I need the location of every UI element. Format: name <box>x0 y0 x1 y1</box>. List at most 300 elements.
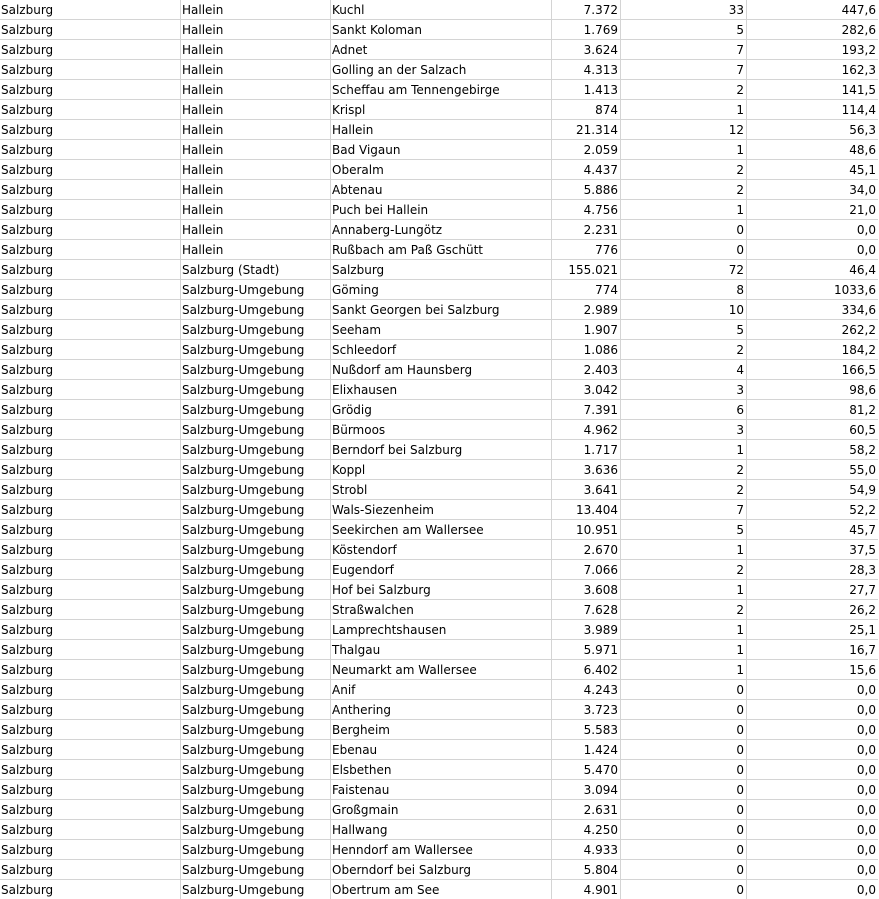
table-row <box>0 160 879 180</box>
rate-cell[interactable]: 45,7 <box>746 520 878 540</box>
district-cell[interactable]: Salzburg-Umgebung <box>180 820 331 840</box>
rate-cell[interactable]: 54,9 <box>746 480 878 500</box>
municipality-cell[interactable]: Nußdorf am Haunsberg <box>330 360 552 380</box>
table-row <box>0 240 879 260</box>
rate-cell[interactable]: 0,0 <box>746 780 878 800</box>
municipality-cell[interactable]: Adnet <box>330 40 552 60</box>
rate-cell[interactable]: 98,6 <box>746 380 878 400</box>
population-cell[interactable]: 3.042 <box>551 380 621 400</box>
count-cell[interactable]: 3 <box>620 380 747 400</box>
state-cell[interactable]: Salzburg <box>0 580 181 600</box>
district-cell[interactable]: Salzburg-Umgebung <box>180 800 331 820</box>
municipality-cell[interactable]: Sankt Georgen bei Salzburg <box>330 300 552 320</box>
population-cell[interactable]: 5.583 <box>551 720 621 740</box>
population-cell[interactable]: 6.402 <box>551 660 621 680</box>
population-cell[interactable]: 4.250 <box>551 820 621 840</box>
rate-cell[interactable]: 55,0 <box>746 460 878 480</box>
count-cell[interactable]: 2 <box>620 600 747 620</box>
table-row <box>0 720 879 740</box>
district-cell[interactable]: Hallein <box>180 0 331 20</box>
district-cell[interactable]: Hallein <box>180 240 331 260</box>
population-cell[interactable]: 4.901 <box>551 880 621 899</box>
count-cell[interactable]: 2 <box>620 180 747 200</box>
state-cell[interactable]: Salzburg <box>0 420 181 440</box>
district-cell[interactable]: Salzburg-Umgebung <box>180 300 331 320</box>
municipality-cell[interactable]: Lamprechtshausen <box>330 620 552 640</box>
state-cell[interactable]: Salzburg <box>0 500 181 520</box>
table-row <box>0 340 879 360</box>
state-cell[interactable]: Salzburg <box>0 860 181 880</box>
district-cell[interactable]: Salzburg-Umgebung <box>180 600 331 620</box>
table-row <box>0 540 879 560</box>
municipality-cell[interactable]: Bad Vigaun <box>330 140 552 160</box>
table-row <box>0 260 879 280</box>
district-cell[interactable]: Hallein <box>180 140 331 160</box>
population-cell[interactable]: 4.962 <box>551 420 621 440</box>
population-cell[interactable]: 1.907 <box>551 320 621 340</box>
rate-cell[interactable]: 26,2 <box>746 600 878 620</box>
rate-cell[interactable]: 0,0 <box>746 820 878 840</box>
rate-cell[interactable]: 46,4 <box>746 260 878 280</box>
rate-cell[interactable]: 282,6 <box>746 20 878 40</box>
count-cell[interactable]: 4 <box>620 360 747 380</box>
municipality-cell[interactable]: Oberalm <box>330 160 552 180</box>
district-cell[interactable]: Salzburg-Umgebung <box>180 620 331 640</box>
table-row <box>0 760 879 780</box>
table-row <box>0 500 879 520</box>
table-row <box>0 40 879 60</box>
municipality-cell[interactable]: Schleedorf <box>330 340 552 360</box>
count-cell[interactable]: 2 <box>620 560 747 580</box>
state-cell[interactable]: Salzburg <box>0 700 181 720</box>
district-cell[interactable]: Salzburg-Umgebung <box>180 640 331 660</box>
table-row <box>0 860 879 880</box>
state-cell[interactable]: Salzburg <box>0 140 181 160</box>
population-cell[interactable]: 10.951 <box>551 520 621 540</box>
district-cell[interactable]: Hallein <box>180 160 331 180</box>
table-row <box>0 0 879 20</box>
rate-cell[interactable]: 15,6 <box>746 660 878 680</box>
state-cell[interactable]: Salzburg <box>0 660 181 680</box>
count-cell[interactable]: 0 <box>620 780 747 800</box>
district-cell[interactable]: Salzburg-Umgebung <box>180 440 331 460</box>
state-cell[interactable]: Salzburg <box>0 540 181 560</box>
population-cell[interactable]: 1.086 <box>551 340 621 360</box>
district-cell[interactable]: Salzburg-Umgebung <box>180 840 331 860</box>
municipality-cell[interactable]: Berndorf bei Salzburg <box>330 440 552 460</box>
count-cell[interactable]: 0 <box>620 700 747 720</box>
district-cell[interactable]: Salzburg-Umgebung <box>180 520 331 540</box>
district-cell[interactable]: Salzburg (Stadt) <box>180 260 331 280</box>
state-cell[interactable]: Salzburg <box>0 220 181 240</box>
state-cell[interactable]: Salzburg <box>0 720 181 740</box>
population-cell[interactable]: 1.717 <box>551 440 621 460</box>
population-cell[interactable]: 2.403 <box>551 360 621 380</box>
municipality-cell[interactable]: Golling an der Salzach <box>330 60 552 80</box>
population-cell[interactable]: 5.470 <box>551 760 621 780</box>
population-cell[interactable]: 774 <box>551 280 621 300</box>
rate-cell[interactable]: 141,5 <box>746 80 878 100</box>
state-cell[interactable]: Salzburg <box>0 240 181 260</box>
population-cell[interactable]: 2.989 <box>551 300 621 320</box>
municipality-cell[interactable]: Sankt Koloman <box>330 20 552 40</box>
population-cell[interactable]: 1.413 <box>551 80 621 100</box>
municipality-cell[interactable]: Rußbach am Paß Gschütt <box>330 240 552 260</box>
state-cell[interactable]: Salzburg <box>0 260 181 280</box>
municipality-cell[interactable]: Scheffau am Tennengebirge <box>330 80 552 100</box>
table-row <box>0 280 879 300</box>
count-cell[interactable]: 0 <box>620 720 747 740</box>
state-cell[interactable]: Salzburg <box>0 400 181 420</box>
count-cell[interactable]: 12 <box>620 120 747 140</box>
district-cell[interactable]: Salzburg-Umgebung <box>180 500 331 520</box>
table-row <box>0 220 879 240</box>
municipality-cell[interactable]: Thalgau <box>330 640 552 660</box>
state-cell[interactable]: Salzburg <box>0 160 181 180</box>
district-cell[interactable]: Salzburg-Umgebung <box>180 420 331 440</box>
municipality-cell[interactable]: Koppl <box>330 460 552 480</box>
district-cell[interactable]: Hallein <box>180 20 331 40</box>
population-cell[interactable]: 1.769 <box>551 20 621 40</box>
rate-cell[interactable]: 52,2 <box>746 500 878 520</box>
count-cell[interactable]: 1 <box>620 540 747 560</box>
rate-cell[interactable]: 34,0 <box>746 180 878 200</box>
count-cell[interactable]: 72 <box>620 260 747 280</box>
rate-cell[interactable]: 0,0 <box>746 220 878 240</box>
rate-cell[interactable]: 56,3 <box>746 120 878 140</box>
district-cell[interactable]: Salzburg-Umgebung <box>180 400 331 420</box>
population-cell[interactable]: 3.624 <box>551 40 621 60</box>
population-cell[interactable]: 2.670 <box>551 540 621 560</box>
rate-cell[interactable]: 0,0 <box>746 700 878 720</box>
count-cell[interactable]: 0 <box>620 880 747 899</box>
state-cell[interactable]: Salzburg <box>0 740 181 760</box>
population-cell[interactable]: 4.313 <box>551 60 621 80</box>
state-cell[interactable]: Salzburg <box>0 380 181 400</box>
district-cell[interactable]: Salzburg-Umgebung <box>180 380 331 400</box>
rate-cell[interactable]: 184,2 <box>746 340 878 360</box>
population-cell[interactable]: 3.608 <box>551 580 621 600</box>
population-cell[interactable]: 7.628 <box>551 600 621 620</box>
population-cell[interactable]: 7.066 <box>551 560 621 580</box>
municipality-cell[interactable]: Anthering <box>330 700 552 720</box>
municipality-cell[interactable]: Henndorf am Wallersee <box>330 840 552 860</box>
rate-cell[interactable]: 25,1 <box>746 620 878 640</box>
state-cell[interactable]: Salzburg <box>0 800 181 820</box>
municipality-cell[interactable]: Kuchl <box>330 0 552 20</box>
rate-cell[interactable]: 447,6 <box>746 0 878 20</box>
state-cell[interactable]: Salzburg <box>0 20 181 40</box>
count-cell[interactable]: 0 <box>620 760 747 780</box>
municipality-cell[interactable]: Abtenau <box>330 180 552 200</box>
district-cell[interactable]: Salzburg-Umgebung <box>180 540 331 560</box>
district-cell[interactable]: Salzburg-Umgebung <box>180 560 331 580</box>
district-cell[interactable]: Hallein <box>180 100 331 120</box>
population-cell[interactable]: 5.971 <box>551 640 621 660</box>
rate-cell[interactable]: 0,0 <box>746 760 878 780</box>
district-cell[interactable]: Salzburg-Umgebung <box>180 360 331 380</box>
state-cell[interactable]: Salzburg <box>0 320 181 340</box>
rate-cell[interactable]: 45,1 <box>746 160 878 180</box>
count-cell[interactable]: 1 <box>620 440 747 460</box>
count-cell[interactable]: 2 <box>620 460 747 480</box>
district-cell[interactable]: Salzburg-Umgebung <box>180 680 331 700</box>
municipality-cell[interactable]: Hallein <box>330 120 552 140</box>
municipality-cell[interactable]: Obertrum am See <box>330 880 552 899</box>
state-cell[interactable]: Salzburg <box>0 100 181 120</box>
count-cell[interactable]: 5 <box>620 520 747 540</box>
count-cell[interactable]: 0 <box>620 220 747 240</box>
population-cell[interactable]: 3.094 <box>551 780 621 800</box>
district-cell[interactable]: Salzburg-Umgebung <box>180 660 331 680</box>
rate-cell[interactable]: 28,3 <box>746 560 878 580</box>
count-cell[interactable]: 2 <box>620 160 747 180</box>
district-cell[interactable]: Hallein <box>180 80 331 100</box>
rate-cell[interactable]: 0,0 <box>746 740 878 760</box>
count-cell[interactable]: 1 <box>620 140 747 160</box>
state-cell[interactable]: Salzburg <box>0 120 181 140</box>
municipality-cell[interactable]: Faistenau <box>330 780 552 800</box>
municipality-cell[interactable]: Elsbethen <box>330 760 552 780</box>
count-cell[interactable]: 1 <box>620 200 747 220</box>
district-cell[interactable]: Salzburg-Umgebung <box>180 340 331 360</box>
municipality-cell[interactable]: Hallwang <box>330 820 552 840</box>
state-cell[interactable]: Salzburg <box>0 480 181 500</box>
table-row <box>0 360 879 380</box>
state-cell[interactable]: Salzburg <box>0 840 181 860</box>
state-cell[interactable]: Salzburg <box>0 280 181 300</box>
population-cell[interactable]: 155.021 <box>551 260 621 280</box>
population-cell[interactable]: 776 <box>551 240 621 260</box>
population-cell[interactable]: 3.641 <box>551 480 621 500</box>
rate-cell[interactable]: 37,5 <box>746 540 878 560</box>
count-cell[interactable]: 1 <box>620 660 747 680</box>
table-row <box>0 480 879 500</box>
population-cell[interactable]: 4.243 <box>551 680 621 700</box>
municipality-cell[interactable]: Salzburg <box>330 260 552 280</box>
district-cell[interactable]: Salzburg-Umgebung <box>180 460 331 480</box>
count-cell[interactable]: 3 <box>620 420 747 440</box>
count-cell[interactable]: 0 <box>620 800 747 820</box>
count-cell[interactable]: 1 <box>620 100 747 120</box>
population-cell[interactable]: 2.059 <box>551 140 621 160</box>
count-cell[interactable]: 0 <box>620 860 747 880</box>
population-cell[interactable]: 5.886 <box>551 180 621 200</box>
table-row <box>0 580 879 600</box>
rate-cell[interactable]: 0,0 <box>746 720 878 740</box>
population-cell[interactable]: 874 <box>551 100 621 120</box>
state-cell[interactable]: Salzburg <box>0 760 181 780</box>
district-cell[interactable]: Salzburg-Umgebung <box>180 860 331 880</box>
count-cell[interactable]: 1 <box>620 620 747 640</box>
table-row <box>0 180 879 200</box>
district-cell[interactable]: Salzburg-Umgebung <box>180 740 331 760</box>
table-row <box>0 200 879 220</box>
state-cell[interactable]: Salzburg <box>0 620 181 640</box>
population-cell[interactable]: 3.636 <box>551 460 621 480</box>
district-cell[interactable]: Hallein <box>180 60 331 80</box>
population-cell[interactable]: 2.631 <box>551 800 621 820</box>
rate-cell[interactable]: 0,0 <box>746 680 878 700</box>
table-row <box>0 320 879 340</box>
rate-cell[interactable]: 0,0 <box>746 800 878 820</box>
state-cell[interactable]: Salzburg <box>0 40 181 60</box>
district-cell[interactable]: Salzburg-Umgebung <box>180 720 331 740</box>
rate-cell[interactable]: 166,5 <box>746 360 878 380</box>
municipality-cell[interactable]: Puch bei Hallein <box>330 200 552 220</box>
municipality-cell[interactable]: Seekirchen am Wallersee <box>330 520 552 540</box>
count-cell[interactable]: 5 <box>620 20 747 40</box>
rate-cell[interactable]: 334,6 <box>746 300 878 320</box>
district-cell[interactable]: Salzburg-Umgebung <box>180 320 331 340</box>
state-cell[interactable]: Salzburg <box>0 440 181 460</box>
count-cell[interactable]: 2 <box>620 80 747 100</box>
table-row <box>0 780 879 800</box>
rate-cell[interactable]: 114,4 <box>746 100 878 120</box>
rate-cell[interactable]: 193,2 <box>746 40 878 60</box>
municipality-cell[interactable]: Bürmoos <box>330 420 552 440</box>
count-cell[interactable]: 0 <box>620 680 747 700</box>
district-cell[interactable]: Salzburg-Umgebung <box>180 580 331 600</box>
count-cell[interactable]: 5 <box>620 320 747 340</box>
table-row <box>0 100 879 120</box>
district-cell[interactable]: Hallein <box>180 120 331 140</box>
district-cell[interactable]: Salzburg-Umgebung <box>180 760 331 780</box>
population-cell[interactable]: 13.404 <box>551 500 621 520</box>
district-cell[interactable]: Hallein <box>180 180 331 200</box>
count-cell[interactable]: 7 <box>620 500 747 520</box>
rate-cell[interactable]: 0,0 <box>746 860 878 880</box>
state-cell[interactable]: Salzburg <box>0 460 181 480</box>
table-row <box>0 380 879 400</box>
municipality-cell[interactable]: Anif <box>330 680 552 700</box>
count-cell[interactable]: 1 <box>620 580 747 600</box>
municipality-cell[interactable]: Elixhausen <box>330 380 552 400</box>
population-cell[interactable]: 4.756 <box>551 200 621 220</box>
district-cell[interactable]: Salzburg-Umgebung <box>180 880 331 899</box>
count-cell[interactable]: 10 <box>620 300 747 320</box>
table-row <box>0 600 879 620</box>
municipality-cell[interactable]: Köstendorf <box>330 540 552 560</box>
table-row <box>0 420 879 440</box>
count-cell[interactable]: 7 <box>620 60 747 80</box>
municipality-cell[interactable]: Göming <box>330 280 552 300</box>
rate-cell[interactable]: 0,0 <box>746 840 878 860</box>
count-cell[interactable]: 0 <box>620 740 747 760</box>
rate-cell[interactable]: 162,3 <box>746 60 878 80</box>
count-cell[interactable]: 1 <box>620 640 747 660</box>
table-row <box>0 460 879 480</box>
rate-cell[interactable]: 16,7 <box>746 640 878 660</box>
rate-cell[interactable]: 58,2 <box>746 440 878 460</box>
count-cell[interactable]: 33 <box>620 0 747 20</box>
count-cell[interactable]: 2 <box>620 340 747 360</box>
municipality-cell[interactable]: Seeham <box>330 320 552 340</box>
table-row <box>0 660 879 680</box>
state-cell[interactable]: Salzburg <box>0 560 181 580</box>
state-cell[interactable]: Salzburg <box>0 600 181 620</box>
municipality-cell[interactable]: Straßwalchen <box>330 600 552 620</box>
count-cell[interactable]: 0 <box>620 820 747 840</box>
rate-cell[interactable]: 1033,6 <box>746 280 878 300</box>
state-cell[interactable]: Salzburg <box>0 200 181 220</box>
district-cell[interactable]: Salzburg-Umgebung <box>180 280 331 300</box>
state-cell[interactable]: Salzburg <box>0 300 181 320</box>
municipality-cell[interactable]: Bergheim <box>330 720 552 740</box>
rate-cell[interactable]: 81,2 <box>746 400 878 420</box>
count-cell[interactable]: 0 <box>620 840 747 860</box>
rate-cell[interactable]: 48,6 <box>746 140 878 160</box>
count-cell[interactable]: 0 <box>620 240 747 260</box>
table-row <box>0 80 879 100</box>
municipality-cell[interactable]: Annaberg-Lungötz <box>330 220 552 240</box>
municipality-cell[interactable]: Wals-Siezenheim <box>330 500 552 520</box>
municipality-cell[interactable]: Grödig <box>330 400 552 420</box>
state-cell[interactable]: Salzburg <box>0 80 181 100</box>
population-cell[interactable]: 2.231 <box>551 220 621 240</box>
municipality-cell[interactable]: Neumarkt am Wallersee <box>330 660 552 680</box>
rate-cell[interactable]: 27,7 <box>746 580 878 600</box>
state-cell[interactable]: Salzburg <box>0 0 181 20</box>
state-cell[interactable]: Salzburg <box>0 640 181 660</box>
municipality-cell[interactable]: Großgmain <box>330 800 552 820</box>
state-cell[interactable]: Salzburg <box>0 520 181 540</box>
table-row <box>0 400 879 420</box>
municipality-cell[interactable]: Oberndorf bei Salzburg <box>330 860 552 880</box>
municipality-cell[interactable]: Krispl <box>330 100 552 120</box>
state-cell[interactable]: Salzburg <box>0 880 181 899</box>
municipality-cell[interactable]: Hof bei Salzburg <box>330 580 552 600</box>
state-cell[interactable]: Salzburg <box>0 680 181 700</box>
district-cell[interactable]: Hallein <box>180 220 331 240</box>
population-cell[interactable]: 7.391 <box>551 400 621 420</box>
population-cell[interactable]: 21.314 <box>551 120 621 140</box>
rate-cell[interactable]: 60,5 <box>746 420 878 440</box>
state-cell[interactable]: Salzburg <box>0 60 181 80</box>
population-cell[interactable]: 4.933 <box>551 840 621 860</box>
state-cell[interactable]: Salzburg <box>0 780 181 800</box>
table-row <box>0 840 879 860</box>
population-cell[interactable]: 3.723 <box>551 700 621 720</box>
population-cell[interactable]: 1.424 <box>551 740 621 760</box>
population-cell[interactable]: 4.437 <box>551 160 621 180</box>
rate-cell[interactable]: 262,2 <box>746 320 878 340</box>
state-cell[interactable]: Salzburg <box>0 340 181 360</box>
rate-cell[interactable]: 21,0 <box>746 200 878 220</box>
district-cell[interactable]: Salzburg-Umgebung <box>180 780 331 800</box>
rate-cell[interactable]: 0,0 <box>746 880 878 899</box>
district-cell[interactable]: Hallein <box>180 40 331 60</box>
state-cell[interactable]: Salzburg <box>0 360 181 380</box>
population-cell[interactable]: 3.989 <box>551 620 621 640</box>
district-cell[interactable]: Salzburg-Umgebung <box>180 700 331 720</box>
state-cell[interactable]: Salzburg <box>0 180 181 200</box>
municipality-cell[interactable]: Ebenau <box>330 740 552 760</box>
population-cell[interactable]: 5.804 <box>551 860 621 880</box>
population-cell[interactable]: 7.372 <box>551 0 621 20</box>
municipality-cell[interactable]: Strobl <box>330 480 552 500</box>
district-cell[interactable]: Salzburg-Umgebung <box>180 480 331 500</box>
table-row <box>0 800 879 820</box>
count-cell[interactable]: 7 <box>620 40 747 60</box>
count-cell[interactable]: 6 <box>620 400 747 420</box>
state-cell[interactable]: Salzburg <box>0 820 181 840</box>
district-cell[interactable]: Hallein <box>180 200 331 220</box>
count-cell[interactable]: 2 <box>620 480 747 500</box>
rate-cell[interactable]: 0,0 <box>746 240 878 260</box>
municipality-cell[interactable]: Eugendorf <box>330 560 552 580</box>
count-cell[interactable]: 8 <box>620 280 747 300</box>
